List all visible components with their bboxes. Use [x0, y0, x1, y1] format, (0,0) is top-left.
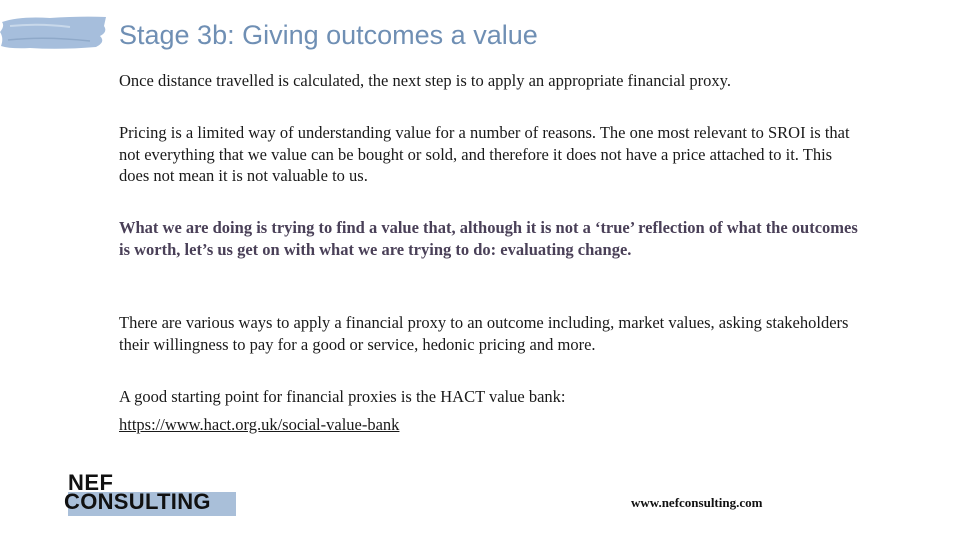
footer-website: www.nefconsulting.com	[631, 495, 763, 510]
nef-consulting-logo	[62, 472, 237, 518]
paragraph-hact-value-bank	[119, 386, 859, 435]
hact-intro-text: A good starting point for financial proxies is the HACT value bank:	[119, 387, 566, 406]
paragraph-distance-travelled: Once distance travelled is calculated, the next step is to apply an appropriate financial proxy.	[119, 71, 731, 90]
paragraph-proxy-methods: There are various ways to apply a financial proxy to an outcome including, market values, asking stakeholders their willingness to pay for a good or service, hedonic pricing and more.	[119, 313, 849, 354]
logo-text-nef: NEF	[68, 470, 114, 495]
brush-stroke-decoration	[0, 14, 108, 50]
slide-title: Stage 3b: Giving outcomes a value	[119, 20, 538, 50]
hact-value-bank-link[interactable]: https://www.hact.org.uk/social-value-bank	[119, 414, 400, 434]
paragraph-emphasis-finding-value: What we are doing is trying to find a value that, although it is not a ‘true’ reflection of what the outcomes is worth, let’s us get on with what we are trying to do: evaluating change.	[119, 218, 858, 259]
logo-text-consulting: CONSULTING	[64, 489, 211, 514]
paragraph-pricing-limits: Pricing is a limited way of understanding value for a number of reasons. The one most relevant to SROI is that not everything that we value can be bought or sold, and therefore it does not have a price attached to it. This does not mean it is not valuable to us.	[119, 123, 850, 185]
